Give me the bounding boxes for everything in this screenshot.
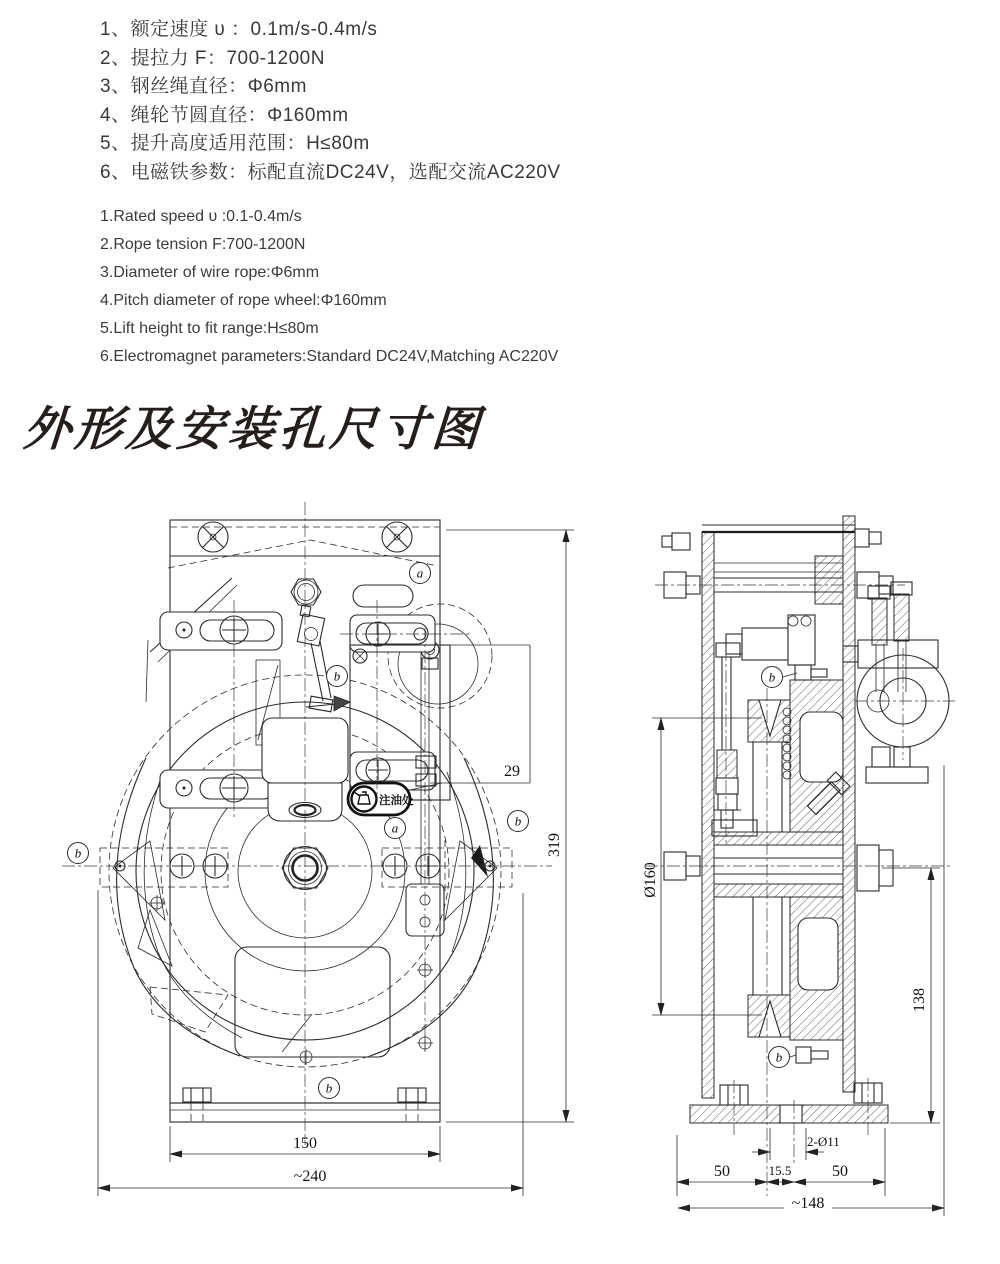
dim-29: 29 [504, 763, 520, 780]
spec-line-en: 1.Rated speed υ :0.1-0.4m/s [100, 208, 302, 225]
dim-138: 138 [911, 988, 928, 1012]
dim-50-right: 50 [832, 1163, 848, 1180]
section-title: 外形及安装孔尺寸图 [21, 402, 485, 457]
motor-box [149, 895, 390, 1065]
front-view-centerlines [62, 502, 552, 1145]
dim-150: 150 [293, 1135, 317, 1152]
side-view-drawing [642, 516, 955, 1216]
callout-b: b [74, 845, 82, 861]
dim-240: ~240 [293, 1168, 327, 1185]
callout-b: b [514, 813, 522, 829]
spec-line-cn: 2、提拉力 F：700-1200N [100, 47, 325, 69]
spec-line-en: 6.Electromagnet parameters:Standard DC24V,Matching AC220V [100, 348, 559, 365]
spec-line-cn: 6、电磁铁参数：标配直流DC24V，选配交流AC220V [100, 161, 561, 183]
oil-point-label: 注油处 [379, 795, 414, 807]
spec-line-cn: 4、绳轮节圆直径：Φ160mm [100, 104, 349, 126]
side-bracket-29 [430, 645, 530, 783]
dim-diameter-160: Ø160 [642, 862, 659, 898]
front-view-drawing [62, 502, 574, 1196]
spec-line-en: 2.Rope tension F:700-1200N [100, 236, 306, 253]
mounting-foot-left [100, 848, 228, 887]
side-base [690, 1083, 888, 1123]
dim-15-5: 15.5 [768, 1163, 792, 1178]
brake-adjusting-rod [291, 579, 350, 712]
spec-line-en: 5.Lift height to fit range:H≤80m [100, 320, 319, 337]
sheave-section [748, 700, 791, 1037]
callout-b: b [775, 1049, 783, 1065]
side-callout-bottom [769, 1047, 829, 1068]
spec-line-cn: 1、额定速度 υ ：0.1m/s-0.4m/s [100, 19, 378, 40]
callout-b: b [333, 668, 341, 684]
dim-148: ~148 [791, 1195, 825, 1212]
callout-b: b [325, 1080, 333, 1096]
oval-slot [353, 585, 413, 607]
front-view-callouts [68, 563, 529, 1099]
dim-50-left: 50 [714, 1163, 730, 1180]
base-bolts [183, 1088, 426, 1122]
callout-a: a [416, 565, 424, 581]
spec-line-cn: 5、提升高度适用范围：H≤80m [100, 133, 370, 154]
spec-line-cn: 3、钢丝绳直径：Φ6mm [100, 76, 307, 97]
electromagnet-side [843, 582, 949, 783]
spec-line-en: 3.Diameter of wire rope:Φ6mm [100, 264, 320, 281]
spec-line-en: 4.Pitch diameter of rope wheel:Φ160mm [100, 292, 387, 309]
callout-b: b [768, 669, 776, 685]
dim-2-holes: 2-Ø11 [807, 1134, 840, 1149]
dim-319: 319 [546, 833, 563, 857]
callout-a: a [391, 820, 399, 836]
